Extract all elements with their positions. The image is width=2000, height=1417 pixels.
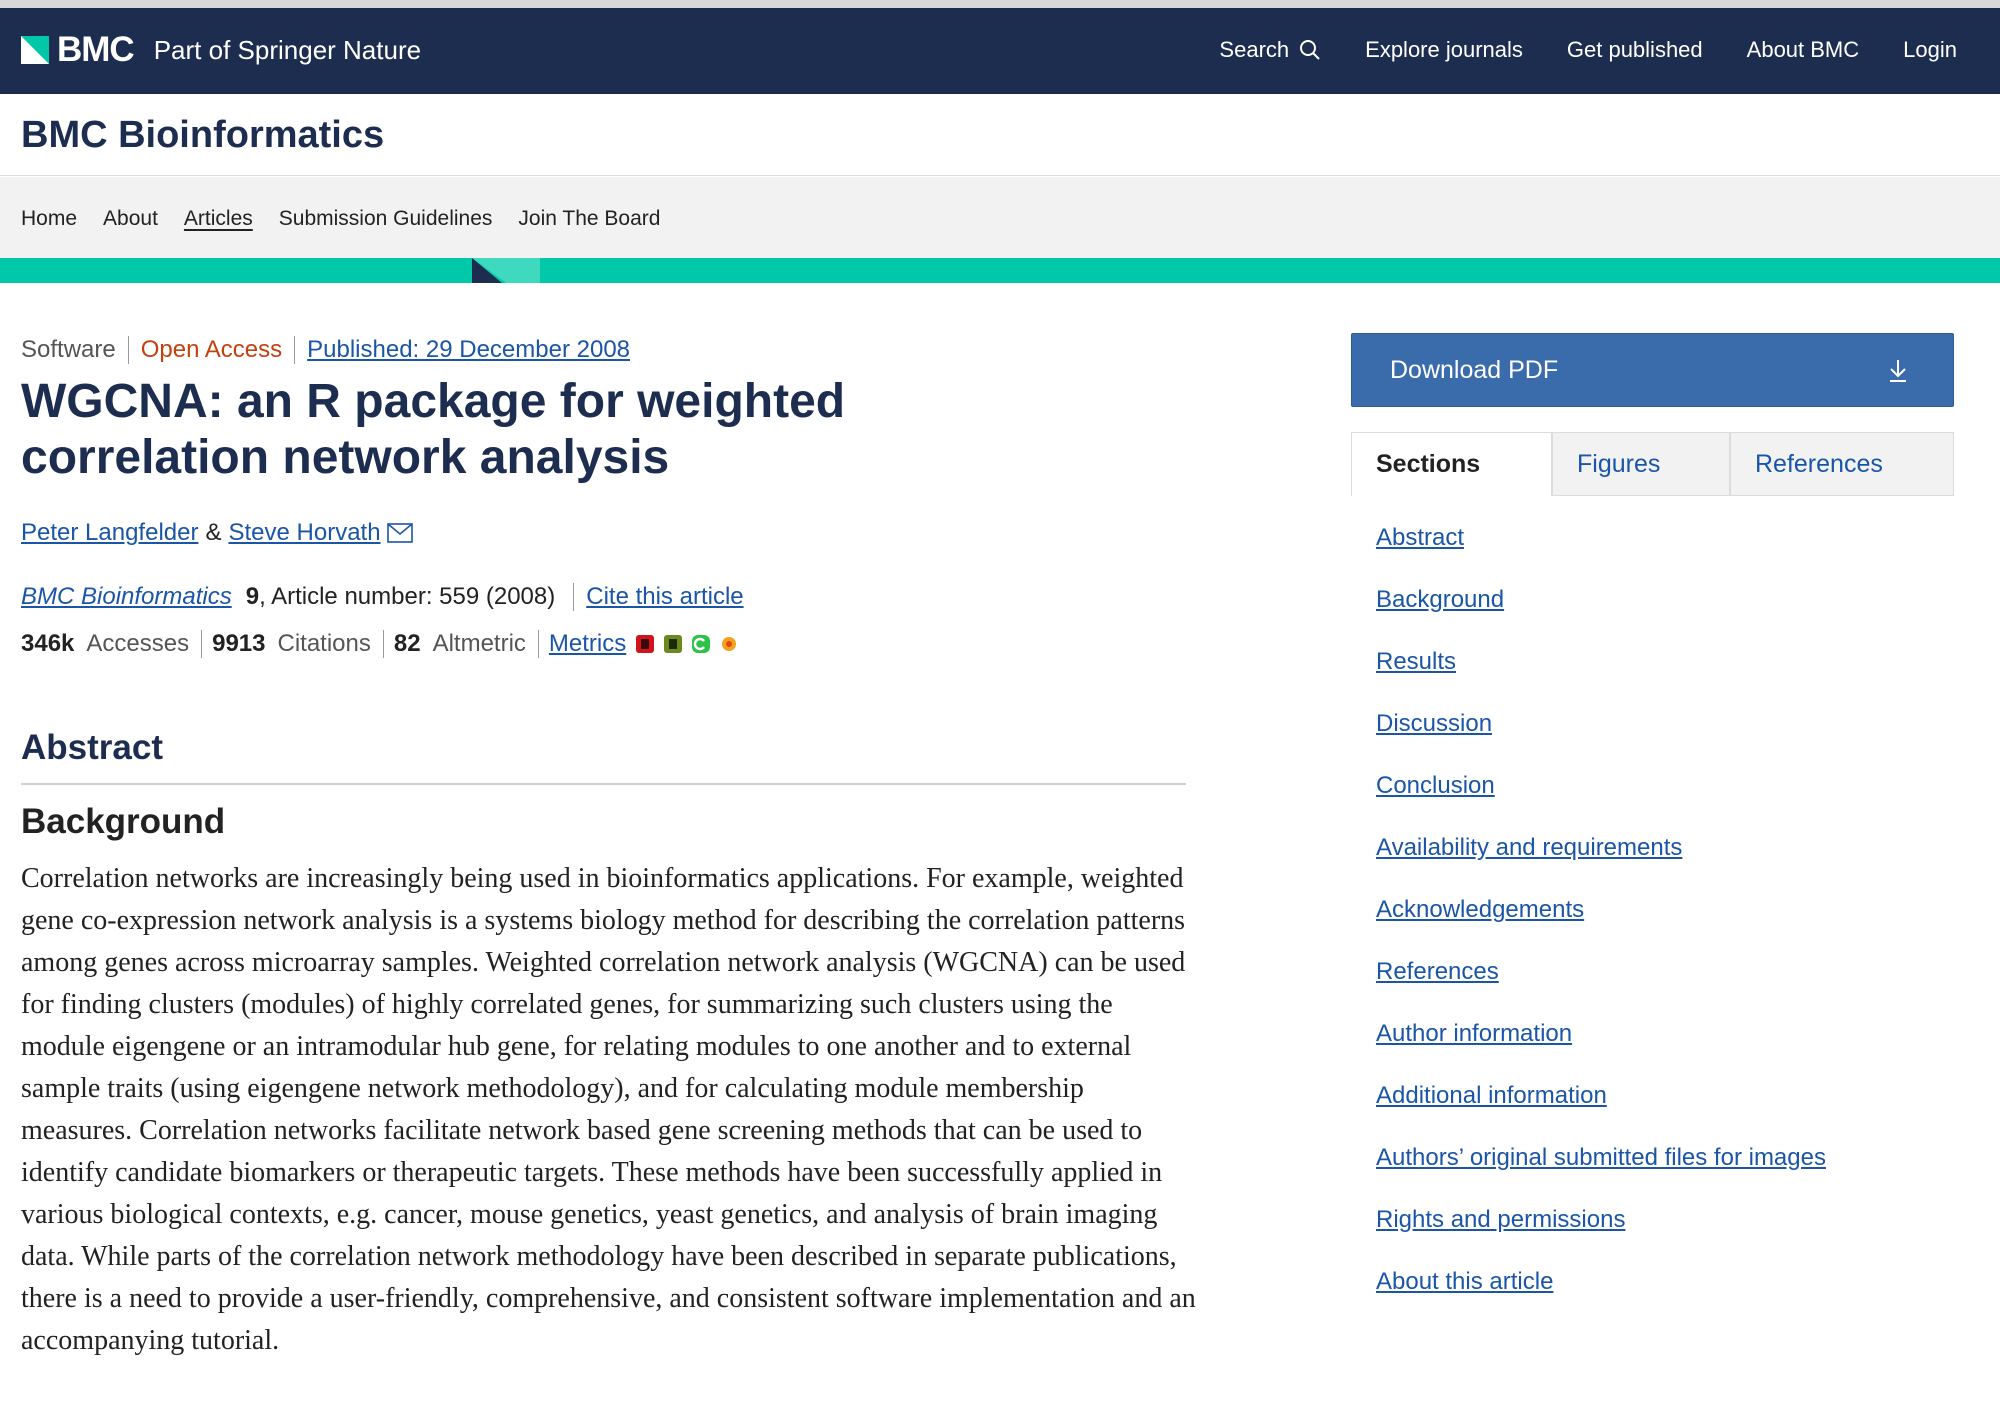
- citeulike-icon: [662, 633, 684, 655]
- search-label: Search: [1219, 37, 1290, 62]
- citations-label: Citations: [277, 630, 383, 658]
- search-icon: [1299, 39, 1321, 61]
- bmc-logo[interactable]: [21, 30, 421, 70]
- section-link-about-article[interactable]: About this article: [1376, 1268, 1554, 1295]
- section-link-references[interactable]: References: [1376, 958, 1499, 985]
- accent-notch-icon: [472, 258, 540, 283]
- citations-count: 9913: [212, 630, 266, 657]
- explore-journals-link[interactable]: Explore journals: [1365, 37, 1523, 62]
- article-meta: [21, 336, 630, 364]
- browser-top-edge: [0, 0, 2000, 8]
- connotea-icon: [690, 633, 712, 655]
- brand-name: BMC: [57, 30, 134, 69]
- metrics-icons: [634, 633, 746, 655]
- citation-line: [21, 583, 744, 611]
- section-link-results[interactable]: Results: [1376, 648, 1457, 675]
- author-link[interactable]: Steve Horvath: [228, 519, 381, 546]
- nav-home[interactable]: Home: [21, 207, 78, 230]
- article-title: WGCNA: an R package for weighted correlation network analysis: [21, 375, 846, 484]
- background-heading: Background: [21, 802, 226, 841]
- section-link-acknowledgements[interactable]: Acknowledgements: [1376, 896, 1585, 923]
- altmetric-icon: [718, 633, 740, 655]
- tab-sections[interactable]: Sections: [1351, 432, 1552, 496]
- section-link-availability[interactable]: Availability and requirements: [1376, 834, 1683, 861]
- section-link-abstract[interactable]: Abstract: [1376, 524, 1465, 551]
- accesses-label: Accesses: [86, 630, 202, 658]
- journal-navigation: [0, 177, 2000, 258]
- nav-submission-guidelines[interactable]: Submission Guidelines: [278, 207, 493, 230]
- altmetric-label: Altmetric: [433, 630, 539, 658]
- section-link-conclusion[interactable]: Conclusion: [1376, 772, 1495, 799]
- mail-icon[interactable]: [387, 523, 413, 543]
- accesses-count: 346k: [21, 630, 75, 657]
- metrics-link[interactable]: Metrics: [548, 630, 627, 657]
- article-type: Software: [21, 336, 129, 364]
- bmc-logo-mark-icon: [21, 36, 49, 64]
- section-link-rights-permissions[interactable]: Rights and permissions: [1376, 1206, 1626, 1233]
- mendeley-icon: [634, 633, 656, 655]
- site-header: [0, 8, 2000, 94]
- tab-figures[interactable]: Figures: [1552, 432, 1730, 496]
- section-link-original-files[interactable]: Authors’ original submitted files for images: [1376, 1144, 1826, 1171]
- abstract-divider: [21, 783, 1186, 785]
- author-list: [21, 519, 413, 547]
- citation-article-number: , Article number: 559 (2008): [259, 583, 556, 610]
- accent-band: [0, 258, 2000, 283]
- journal-title[interactable]: BMC Bioinformatics: [21, 114, 385, 156]
- brand-tagline: Part of Springer Nature: [153, 34, 422, 65]
- get-published-link[interactable]: Get published: [1566, 37, 1703, 62]
- section-link-author-information[interactable]: Author information: [1376, 1020, 1573, 1047]
- about-bmc-link[interactable]: About BMC: [1746, 37, 1860, 62]
- nav-about[interactable]: About: [103, 207, 158, 230]
- sidebar-tabs: [1351, 432, 1954, 496]
- section-link-discussion[interactable]: Discussion: [1376, 710, 1493, 737]
- search-button[interactable]: [1219, 37, 1321, 63]
- author-link[interactable]: Peter Langfelder: [21, 519, 199, 546]
- cite-this-article-link[interactable]: Cite this article: [573, 583, 743, 611]
- nav-join-the-board[interactable]: Join The Board: [518, 207, 661, 230]
- open-access-label: Open Access: [129, 336, 295, 364]
- article-metrics: [21, 630, 746, 658]
- published-date-link[interactable]: Published: 29 December 2008: [307, 336, 631, 363]
- citation-volume: 9: [245, 583, 260, 610]
- login-link[interactable]: Login: [1903, 37, 1957, 62]
- sections-list: [1376, 523, 1826, 1329]
- top-navigation: [1175, 30, 1957, 70]
- download-pdf-label: Download PDF: [1390, 356, 1559, 384]
- section-link-additional-information[interactable]: Additional information: [1376, 1082, 1607, 1109]
- nav-articles[interactable]: Articles: [183, 207, 253, 230]
- abstract-heading: Abstract: [21, 728, 163, 767]
- section-link-background[interactable]: Background: [1376, 586, 1505, 613]
- altmetric-score: 82: [393, 630, 421, 657]
- journal-bar: [0, 94, 2000, 176]
- citation-journal-link[interactable]: BMC Bioinformatics: [21, 583, 232, 610]
- tab-references[interactable]: References: [1730, 432, 1954, 496]
- abstract-background-text: Correlation networks are increasingly being used in bioinformatics applications. For example, weighted gene co-expression network analysis is a systems biology method for describing the correlation patterns among genes across microarray samples. Weighted correlation network analysis (WGCNA) can be used for finding clusters (modules) of highly correlated genes, for summarizing such clusters using the module eigengene or an intramodular hub gene, for relating modules to one another and to external sample traits (using eigengene network methodology), and for calculating module membership measures. Correlation networks facilitate network based gene screening methods that can be used to identify candidate biomarkers or therapeutic targets. These methods have been successfully applied in various biological contexts, e.g. cancer, mouse genetics, yeast genetics, and analysis of brain imaging data. While parts of the correlation network methodology have been described in separate publications, there is a need to provide a user-friendly, comprehensive, and consistent software implementation and an accompanying tutorial.: [21, 863, 1196, 1356]
- download-pdf-button[interactable]: [1351, 333, 1954, 407]
- author-separator: &: [205, 519, 222, 546]
- download-icon: [1887, 358, 1909, 384]
